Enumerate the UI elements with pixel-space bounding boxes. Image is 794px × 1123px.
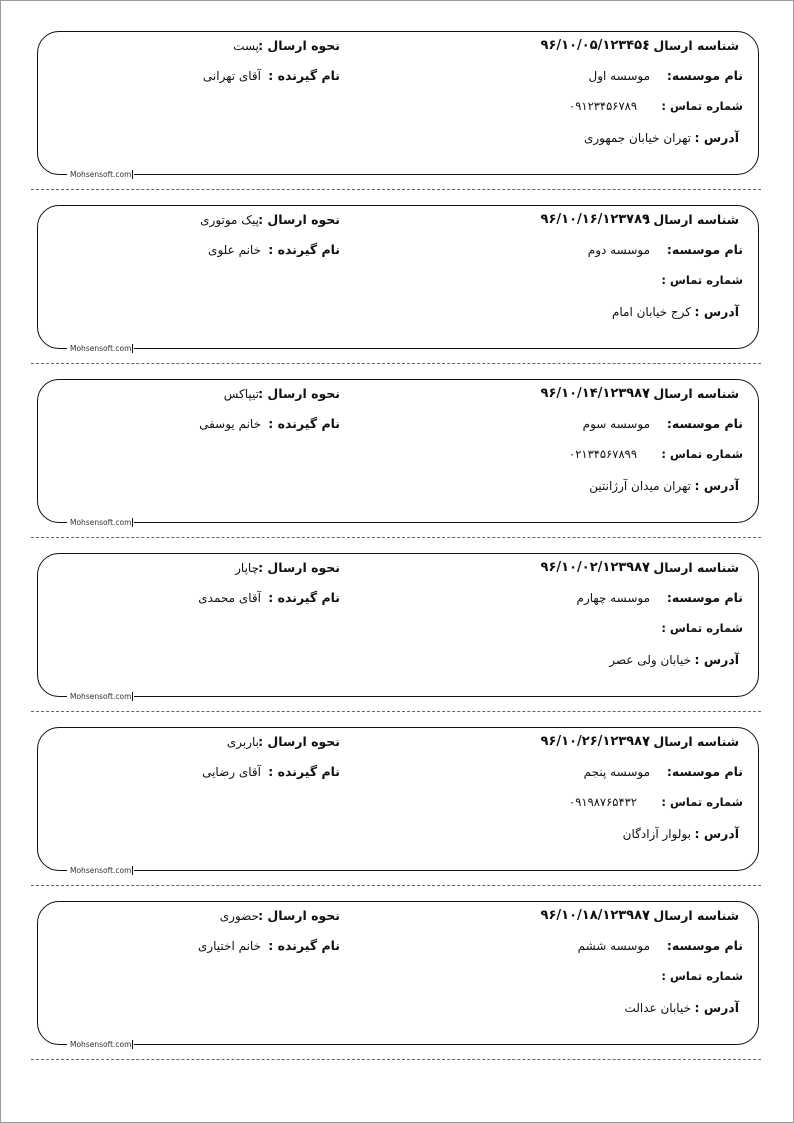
shipment-id-value: ۹۶/۱۰/۲۶/۱۲۳۹۸۷ <box>540 734 650 749</box>
watermark: Mohsensoft.com <box>67 692 134 701</box>
address-value: کرج خیابان امام <box>611 305 691 319</box>
delivery-method-label: نحوه ارسال : <box>258 734 340 749</box>
institution-label: نام موسسه: <box>666 764 743 779</box>
institution-label: نام موسسه: <box>666 242 743 257</box>
institution-value: موسسه پنجم <box>583 765 650 779</box>
address-label: آدرس : <box>694 652 739 667</box>
delivery-method-label: نحوه ارسال : <box>258 212 340 227</box>
watermark: Mohsensoft.com <box>67 866 134 875</box>
address-label: آدرس : <box>694 826 739 841</box>
recipient-value: آقای تهرانی <box>202 69 261 83</box>
address-label: آدرس : <box>694 478 739 493</box>
recipient-label: نام گیرنده : <box>268 764 340 779</box>
shipment-id-label: شناسه ارسال : <box>644 212 739 227</box>
delivery-method-value: تیپاکس <box>223 387 259 401</box>
address-label: آدرس : <box>694 304 739 319</box>
institution-value: موسسه چهارم <box>576 591 650 605</box>
shipment-id-value: ۹۶/۱۰/۱۶/۱۲۳۷۸۹ <box>540 212 650 227</box>
institution-value: موسسه سوم <box>582 417 650 431</box>
address-label: آدرس : <box>694 1000 739 1015</box>
phone-label: شماره تماس : <box>661 447 743 461</box>
phone-label: شماره تماس : <box>661 273 743 287</box>
delivery-method-value: باربری <box>226 735 259 749</box>
shipping-slip <box>1 871 794 1049</box>
delivery-method-value: حضوری <box>219 909 259 923</box>
phone-label: شماره تماس : <box>661 795 743 809</box>
delivery-method-label: نحوه ارسال : <box>258 908 340 923</box>
address-value: خیابان ولی عصر <box>609 653 691 667</box>
institution-value: موسسه ششم <box>577 939 650 953</box>
delivery-method-value: پیک موتوری <box>200 213 259 227</box>
watermark-tick <box>132 1040 133 1049</box>
delivery-method-value: پست <box>233 39 259 53</box>
shipment-id-value: ۹۶/۱۰/۰۲/۱۲۳۹۸۷ <box>540 560 650 575</box>
delivery-method-label: نحوه ارسال : <box>258 386 340 401</box>
institution-value: موسسه دوم <box>587 243 650 257</box>
address-value: خیابان عدالت <box>624 1001 691 1015</box>
phone-value: ۰۹۱۹۸۷۶۵۴۳۲ <box>569 795 637 809</box>
watermark: Mohsensoft.com <box>67 344 134 353</box>
delivery-method-label: نحوه ارسال : <box>258 560 340 575</box>
address-value: تهران خیابان جمهوری <box>583 131 691 145</box>
shipping-slip <box>1 523 794 701</box>
recipient-value: آقای رضایی <box>202 765 261 779</box>
shipping-slip <box>1 697 794 875</box>
delivery-method-value: چاپار <box>235 561 259 575</box>
recipient-label: نام گیرنده : <box>268 242 340 257</box>
institution-label: نام موسسه: <box>666 416 743 431</box>
address-value: بولوار آزادگان <box>622 827 691 841</box>
phone-value: ۰۲۱۳۴۵۶۷۸۹۹ <box>569 447 637 461</box>
shipment-id-label: شناسه ارسال : <box>644 38 739 53</box>
recipient-value: خانم یوسفی <box>199 417 261 431</box>
institution-label: نام موسسه: <box>666 938 743 953</box>
institution-label: نام موسسه: <box>666 590 743 605</box>
shipping-slip <box>1 1 794 179</box>
shipment-id-value: ۹۶/۱۰/۱۴/۱۲۳۹۸۷ <box>540 386 650 401</box>
watermark: Mohsensoft.com <box>67 170 134 179</box>
shipment-id-label: شناسه ارسال : <box>644 560 739 575</box>
cut-line <box>31 1059 761 1060</box>
phone-value: ۰۹۱۲۳۴۵۶۷۸۹ <box>569 99 637 113</box>
recipient-label: نام گیرنده : <box>268 68 340 83</box>
shipment-id-label: شناسه ارسال : <box>644 908 739 923</box>
phone-label: شماره تماس : <box>661 969 743 983</box>
recipient-label: نام گیرنده : <box>268 938 340 953</box>
address-label: آدرس : <box>694 130 739 145</box>
institution-value: موسسه اول <box>588 69 650 83</box>
phone-label: شماره تماس : <box>661 621 743 635</box>
shipment-id-value: ۹۶/۱۰/۱۸/۱۲۳۹۸۷ <box>540 908 650 923</box>
shipping-slip <box>1 349 794 527</box>
recipient-value: خانم اختیاری <box>197 939 261 953</box>
recipient-label: نام گیرنده : <box>268 590 340 605</box>
watermark: Mohsensoft.com <box>67 1040 134 1049</box>
watermark: Mohsensoft.com <box>67 518 134 527</box>
phone-label: شماره تماس : <box>661 99 743 113</box>
recipient-value: خانم علوی <box>208 243 261 257</box>
recipient-label: نام گیرنده : <box>268 416 340 431</box>
shipment-id-label: شناسه ارسال : <box>644 734 739 749</box>
institution-label: نام موسسه: <box>666 68 743 83</box>
address-value: تهران میدان آرژانتین <box>589 479 691 493</box>
delivery-method-label: نحوه ارسال : <box>258 38 340 53</box>
shipping-slip <box>1 175 794 353</box>
shipment-id-label: شناسه ارسال : <box>644 386 739 401</box>
recipient-value: آقای محمدی <box>198 591 261 605</box>
shipment-id-value: ۹۶/۱۰/۰۵/۱۲۳۴۵۶ <box>540 38 650 53</box>
